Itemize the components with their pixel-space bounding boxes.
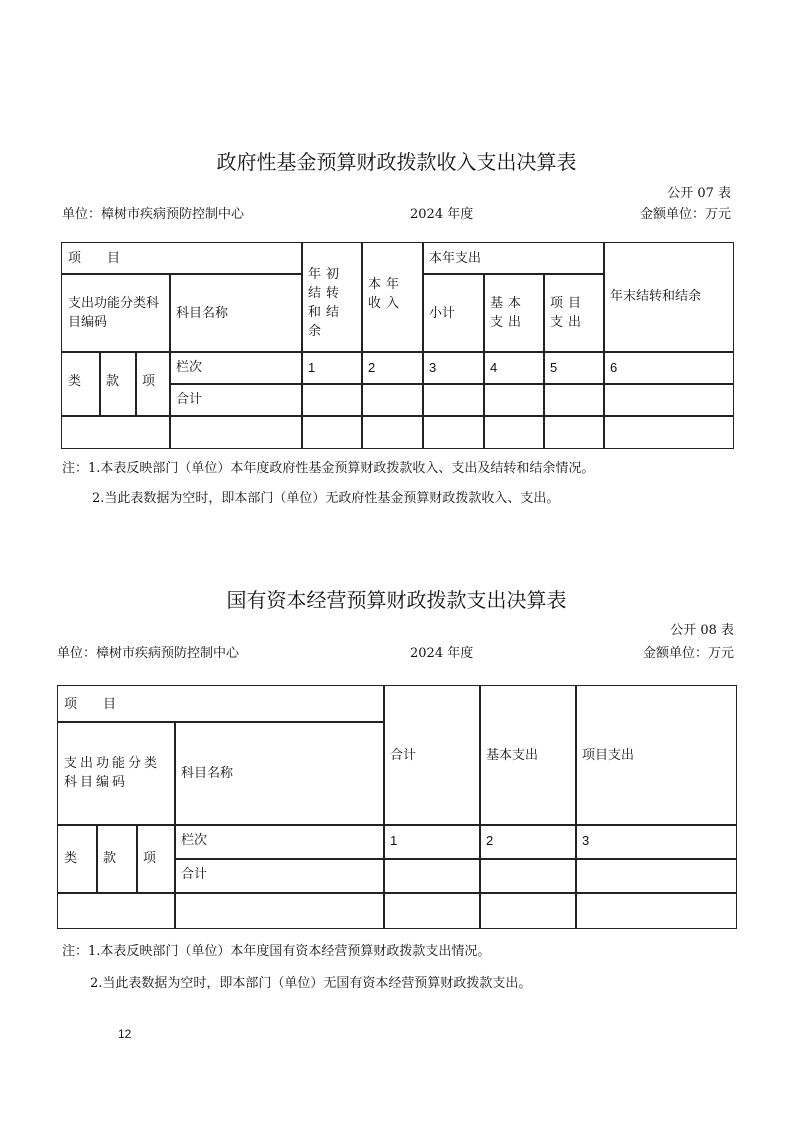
t2-header-project-expense-label: 项目支出 <box>582 748 635 763</box>
t2-header-subject-name-label: 科目名称 <box>181 766 234 781</box>
t1-header-begin-balance-label: 年初结转和结余 <box>308 267 345 339</box>
t1-data-cell <box>361 415 424 449</box>
t2-header-total <box>383 685 481 826</box>
t1-data-cell <box>603 415 734 449</box>
t1-header-item <box>61 242 303 275</box>
t1-header-subject-name <box>169 273 303 353</box>
t1-note-1: 注：1.本表反映部门（单位）本年度政府性基金预算财政拨款收入、支出及结转和结余情况。 <box>62 461 595 476</box>
table2-amount-unit: 金额单位：万元 <box>642 646 734 661</box>
table2-title: 国有资本经营预算财政拨款支出决算表 <box>226 588 567 612</box>
t1-colnum-5: 5 <box>543 351 605 385</box>
t1-colnum-6: 6 <box>603 351 734 385</box>
t1-header-end-balance-label: 年末结转和结余 <box>610 289 702 304</box>
t1-total-cell <box>483 383 545 417</box>
t2-total-cell <box>383 858 481 894</box>
t1-header-xiang-label: 项 <box>142 374 156 389</box>
t2-header-item <box>57 685 385 723</box>
t2-total-text: 合计 <box>181 867 208 882</box>
t1-colnum-3: 3 <box>422 351 485 385</box>
t2-colnum-3: 3 <box>575 824 737 860</box>
t1-data-cell <box>61 415 171 449</box>
t2-header-kuan-label: 款 <box>103 851 117 866</box>
t1-colnum-4: 4 <box>483 351 545 385</box>
t2-data-cell <box>174 892 385 929</box>
t2-total-label <box>174 858 385 894</box>
t2-header-basic-expense-label: 基本支出 <box>486 748 539 763</box>
t1-header-expense-group-label: 本年支出 <box>429 251 482 266</box>
t1-header-func-code-label: 支出功能分类科目编码 <box>68 296 160 330</box>
t2-header-xiang-label: 项 <box>143 851 157 866</box>
t2-header-lei-label: 类 <box>64 851 78 866</box>
t1-header-kuan-label: 款 <box>106 374 120 389</box>
t1-header-project-expense <box>543 273 605 353</box>
table1-code: 公开 07 表 <box>667 186 731 201</box>
t2-data-cell <box>575 892 737 929</box>
t1-header-lei <box>61 351 101 417</box>
table2-code: 公开 08 表 <box>670 623 734 638</box>
t2-colnum-1: 1 <box>383 824 481 860</box>
t1-total-cell <box>301 383 363 417</box>
t1-header-lei-label: 类 <box>68 374 82 389</box>
t2-header-project-expense <box>575 685 737 826</box>
t2-column-no-text: 栏次 <box>181 833 208 848</box>
t1-header-basic-expense <box>483 273 545 353</box>
table1-title: 政府性基金预算财政拨款收入支出决算表 <box>216 150 577 174</box>
t2-header-xiang <box>136 824 176 894</box>
t1-data-cell <box>301 415 363 449</box>
t1-header-basic-expense-label: 基本支出 <box>490 296 527 330</box>
t1-data-cell <box>169 415 303 449</box>
t1-total-cell <box>361 383 424 417</box>
t1-data-cell <box>483 415 545 449</box>
t1-column-no-text: 栏次 <box>176 360 203 375</box>
t2-column-no-label <box>174 824 385 860</box>
t1-header-func-code <box>61 273 171 353</box>
table2-unit: 单位：樟树市疾病预防控制中心 <box>57 646 240 661</box>
t2-data-cell <box>57 892 176 929</box>
t1-header-begin-balance <box>301 242 363 353</box>
table1-unit: 单位：樟树市疾病预防控制中心 <box>62 207 245 222</box>
page-number: 12 <box>118 1027 132 1041</box>
t1-total-cell <box>603 383 734 417</box>
t2-header-subject-name <box>174 721 385 826</box>
t1-header-end-balance <box>603 242 734 353</box>
t1-header-income-label: 本年收入 <box>368 277 405 311</box>
table1-amount-unit: 金额单位：万元 <box>639 207 731 222</box>
t1-column-no-label <box>169 351 303 385</box>
t2-data-cell <box>383 892 481 929</box>
t1-total-text: 合计 <box>176 392 203 407</box>
t1-header-subject-name-label: 科目名称 <box>176 306 229 321</box>
t1-header-subtotal <box>422 273 485 353</box>
t1-note-2: 2.当此表数据为空时，即本部门（单位）无政府性基金预算财政拨款收入、支出。 <box>92 491 560 506</box>
t1-total-label <box>169 383 303 417</box>
t2-header-item-label: 项 目 <box>64 697 117 712</box>
t2-header-func-code <box>57 721 176 826</box>
t2-note-1: 注：1.本表反映部门（单位）本年度国有资本经营预算财政拨款支出情况。 <box>62 944 491 959</box>
t1-data-cell <box>543 415 605 449</box>
t1-total-cell <box>543 383 605 417</box>
t2-header-kuan <box>96 824 138 894</box>
t2-total-cell <box>575 858 737 894</box>
t1-header-income <box>361 242 424 353</box>
t1-header-subtotal-label: 小计 <box>429 306 456 321</box>
table2-year: 2024 年度 <box>410 646 474 661</box>
t2-header-basic-expense <box>479 685 577 826</box>
t1-header-item-label: 项 目 <box>68 251 121 266</box>
t1-colnum-2: 2 <box>361 351 424 385</box>
t2-colnum-2: 2 <box>479 824 577 860</box>
t1-header-xiang <box>135 351 171 417</box>
t2-header-total-label: 合计 <box>390 748 417 763</box>
t1-data-cell <box>422 415 485 449</box>
t1-header-project-expense-label: 项目支出 <box>550 296 587 330</box>
t2-total-cell <box>479 858 577 894</box>
t1-header-expense-group <box>422 242 605 275</box>
t1-colnum-1: 1 <box>301 351 363 385</box>
t2-header-func-code-label: 支出功能分类科目编码 <box>64 756 161 790</box>
t2-header-lei <box>57 824 98 894</box>
table1-year: 2024 年度 <box>410 207 474 222</box>
t1-header-kuan <box>99 351 137 417</box>
t2-data-cell <box>479 892 577 929</box>
t2-note-2: 2.当此表数据为空时，即本部门（单位）无国有资本经营预算财政拨款支出。 <box>90 976 532 991</box>
t1-total-cell <box>422 383 485 417</box>
